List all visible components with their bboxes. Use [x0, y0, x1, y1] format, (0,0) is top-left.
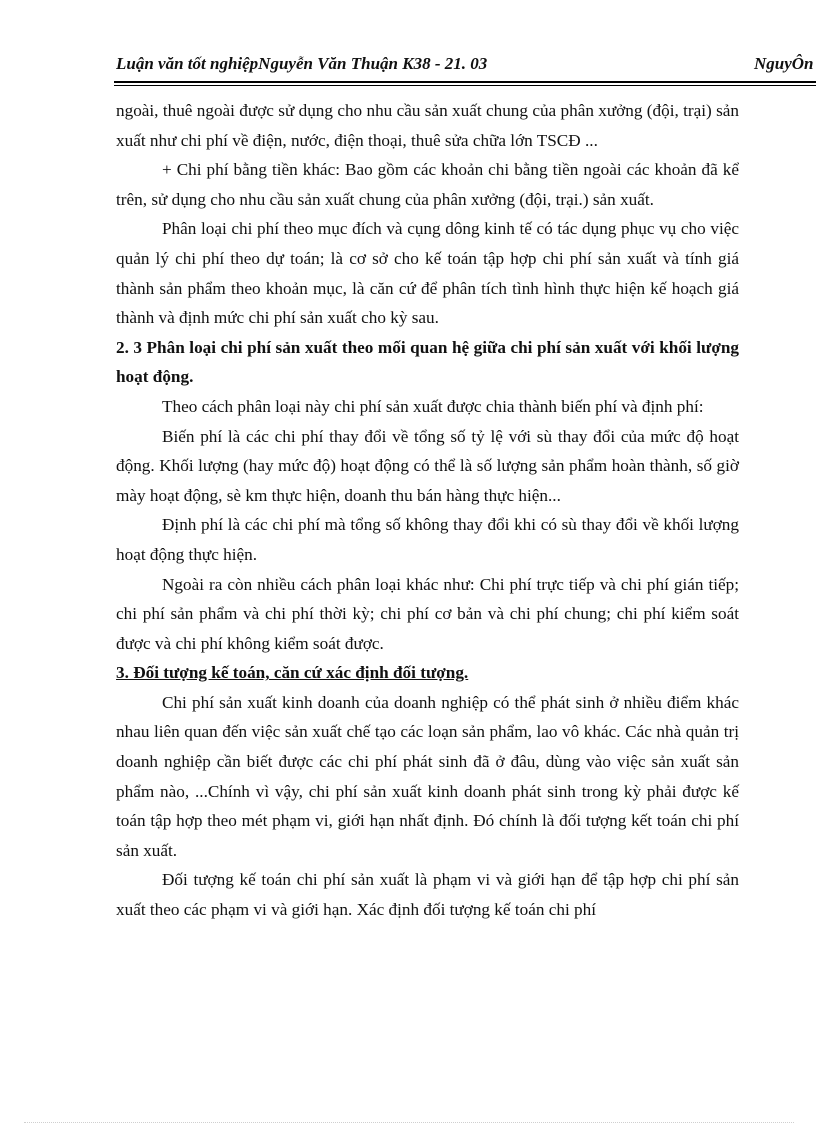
header-title: Luận văn tốt nghiệpNguyễn Văn Thuận K38 - 21. 03 — [116, 54, 488, 73]
paragraph-cost-objects: Chi phí sản xuất kinh doanh của doanh nghiệp có thể phát sinh ở nhiều điểm khác nhau liên quan đến việc sản xuất chế tạo các loạn sản phẩm, lao vô khác. Các nhà quản trị doanh nghiệp cần biết được các chi phí phát sinh đã ở đâu, dùng vào việc sản xuất sản phẩm nào, ...Chính vì vậy, chi phí sản xuất kinh doanh phát sinh trong kỳ phải được kế toán tập hợp theo mét phạm vi, giới hạn nhất định. Đó chính là đối tượng kết toán chi phí sản xuất. — [116, 692, 739, 860]
page-header — [116, 54, 816, 78]
paragraph-continuation: ngoài, thuê ngoài được sử dụng cho nhu cầu sản xuất chung của phân xưởng (đội, trại) sản xuất như chi phí về điện, nước, điện thoại, thuê sửa chữa lớn TSCĐ ... — [116, 101, 739, 150]
document-body — [116, 96, 739, 925]
section-heading-2-3: 2. 3 Phân loại chi phí sản xuất theo mối quan hệ giữa chi phí sản xuất với khối lượng hoạt động. — [116, 337, 739, 387]
paragraph-accounting-object: Đối tượng kế toán chi phí sản xuất là phạm vi và giới hạn để tập hợp chi phí sản xuất theo các phạm vi và giới hạn. Xác định đối tượng kế toán chi phí — [116, 870, 739, 920]
paragraph-classification-intro: Theo cách phân loại này chi phí sản xuất được chia thành biến phí và định phí: — [162, 396, 704, 416]
paragraph-variable-cost: Biến phí là các chi phí thay đổi về tổng số tỷ lệ với sù thay đổi của mức độ hoạt động. Khối lượng (hay mức độ) hoạt động có thể là số lượng sản phẩm hoàn thành, số giờ mày hoạt động, sè km thực hiện, doanh thu bán hàng thực hiện... — [116, 426, 739, 505]
paragraph-fixed-cost: Định phí là các chi phí mà tổng số không thay đổi khi có sù thay đổi về khối lượng hoạt động thực hiện. — [116, 515, 739, 564]
paragraph-other-cash-costs: + Chi phí bằng tiền khác: Bao gồm các khoản chi bằng tiền ngoài các khoản đã kể trên, sử dụng cho nhu cầu sản xuất chung của phân xưởng (đội, trại.) sản xuất. — [116, 160, 739, 209]
header-author: NguyÔn — [754, 54, 814, 73]
paragraph-other-classifications: Ngoài ra còn nhiều cách phân loại khác như: Chi phí trực tiếp và chi phí gián tiếp; chi phí sản phẩm và chi phí thời kỳ; chi phí cơ bản và chi phí chung; chi phí kiểm soát được và chi phí không kiểm soát được. — [116, 574, 739, 653]
header-rule — [114, 81, 816, 86]
section-heading-3: 3. Đối tượng kế toán, căn cứ xác định đối tượng. — [116, 663, 469, 683]
paragraph-classification-purpose: Phân loại chi phí theo mục đích và cụng dông kinh tế có tác dụng phục vụ cho việc quản lý chi phí theo dự toán; là cơ sở cho kế toán tập hợp chi phí sản xuất và tính giá thành sản phẩm theo khoản mục, là căn cứ để phân tích tình hình thực hiện kế hoạch giá thành và định mức chi phí sản xuất cho kỳ sau. — [116, 219, 739, 328]
